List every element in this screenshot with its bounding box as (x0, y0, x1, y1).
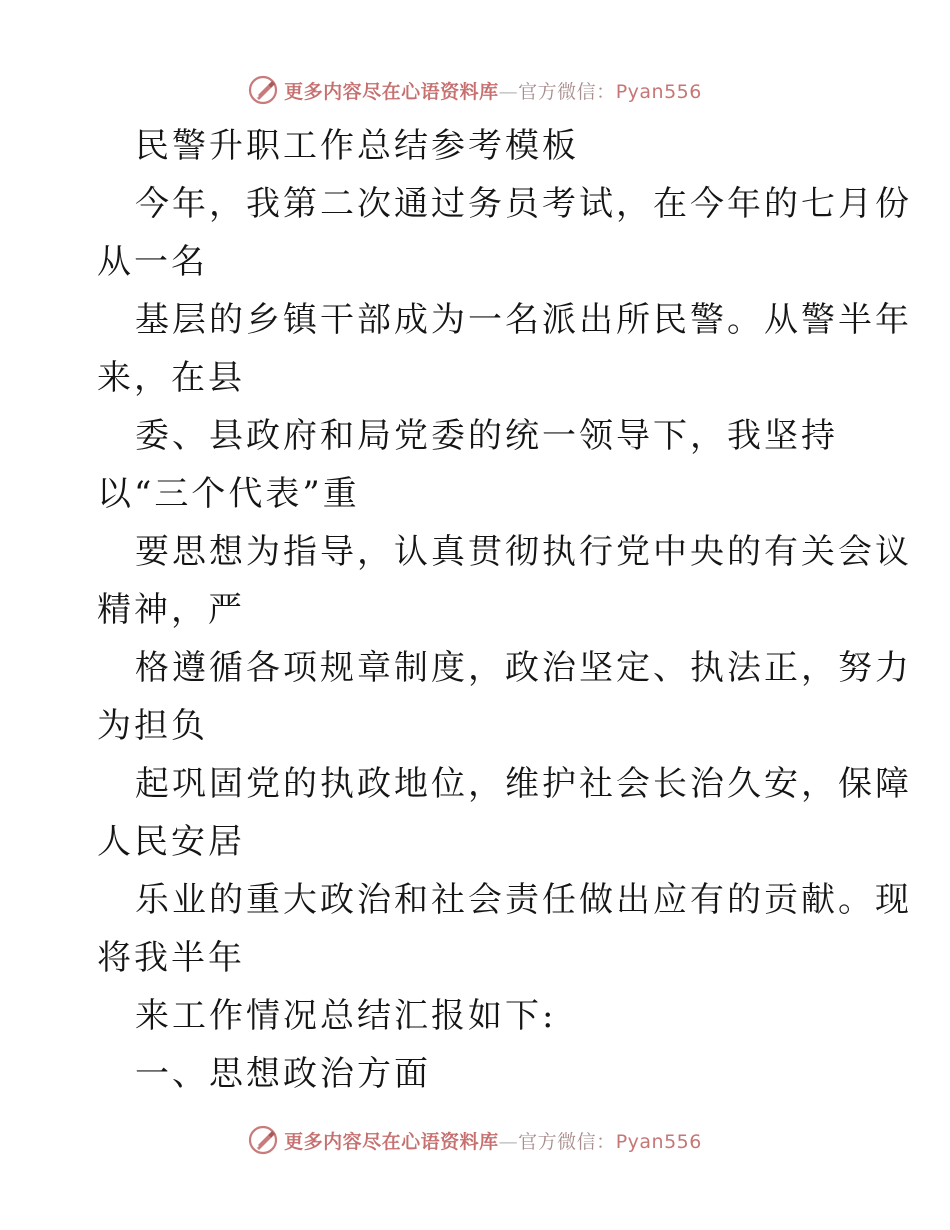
watermark-text (284, 1127, 702, 1154)
section-heading: 一、思想政治方面 (135, 1054, 431, 1094)
text-line: 来工作情况总结汇报如下: (135, 996, 557, 1036)
watermark-wechat-id: Pyan556 (615, 80, 702, 103)
text-line: 基层的乡镇干部成为一名派出所民警。从警半年 (135, 300, 912, 340)
watermark-wechat-label: 官方微信： (518, 80, 616, 103)
watermark-separator: — (498, 1130, 519, 1153)
text-line: 委、县政府和局党委的统一领导下，我坚持 (135, 416, 838, 456)
text-line: 来，在县 (97, 358, 245, 398)
text-line: 以“三个代表”重 (97, 474, 360, 514)
text-line: 人民安居 (97, 822, 245, 862)
pen-logo-icon (248, 1125, 278, 1155)
text-line: 今年，我第二次通过务员考试，在今年的七月份 (135, 184, 912, 224)
watermark-brand: 更多内容尽在心语资料库 (284, 80, 499, 103)
text-line: 将我半年 (97, 938, 245, 978)
watermark-text (284, 77, 702, 104)
pen-logo-icon (248, 75, 278, 105)
text-line: 乐业的重大政治和社会责任做出应有的贡献。现 (135, 880, 912, 920)
text-line: 格遵循各项规章制度，政治坚定、执法正，努力 (135, 648, 912, 688)
text-line: 精神，严 (97, 590, 245, 630)
watermark-separator: — (498, 80, 519, 103)
text-line: 起巩固党的执政地位，维护社会长治久安，保障 (135, 764, 912, 804)
watermark-wechat-label: 官方微信： (518, 1130, 616, 1153)
text-line: 为担负 (97, 706, 208, 746)
watermark-banner-bottom (0, 1120, 950, 1160)
watermark-wechat-id: Pyan556 (615, 1130, 702, 1153)
text-line: 要思想为指导，认真贯彻执行党中央的有关会议 (135, 532, 912, 572)
watermark-brand: 更多内容尽在心语资料库 (284, 1130, 499, 1153)
text-line: 从一名 (97, 242, 208, 282)
watermark-banner-top (0, 70, 950, 110)
document-title: 民警升职工作总结参考模板 (135, 126, 579, 166)
